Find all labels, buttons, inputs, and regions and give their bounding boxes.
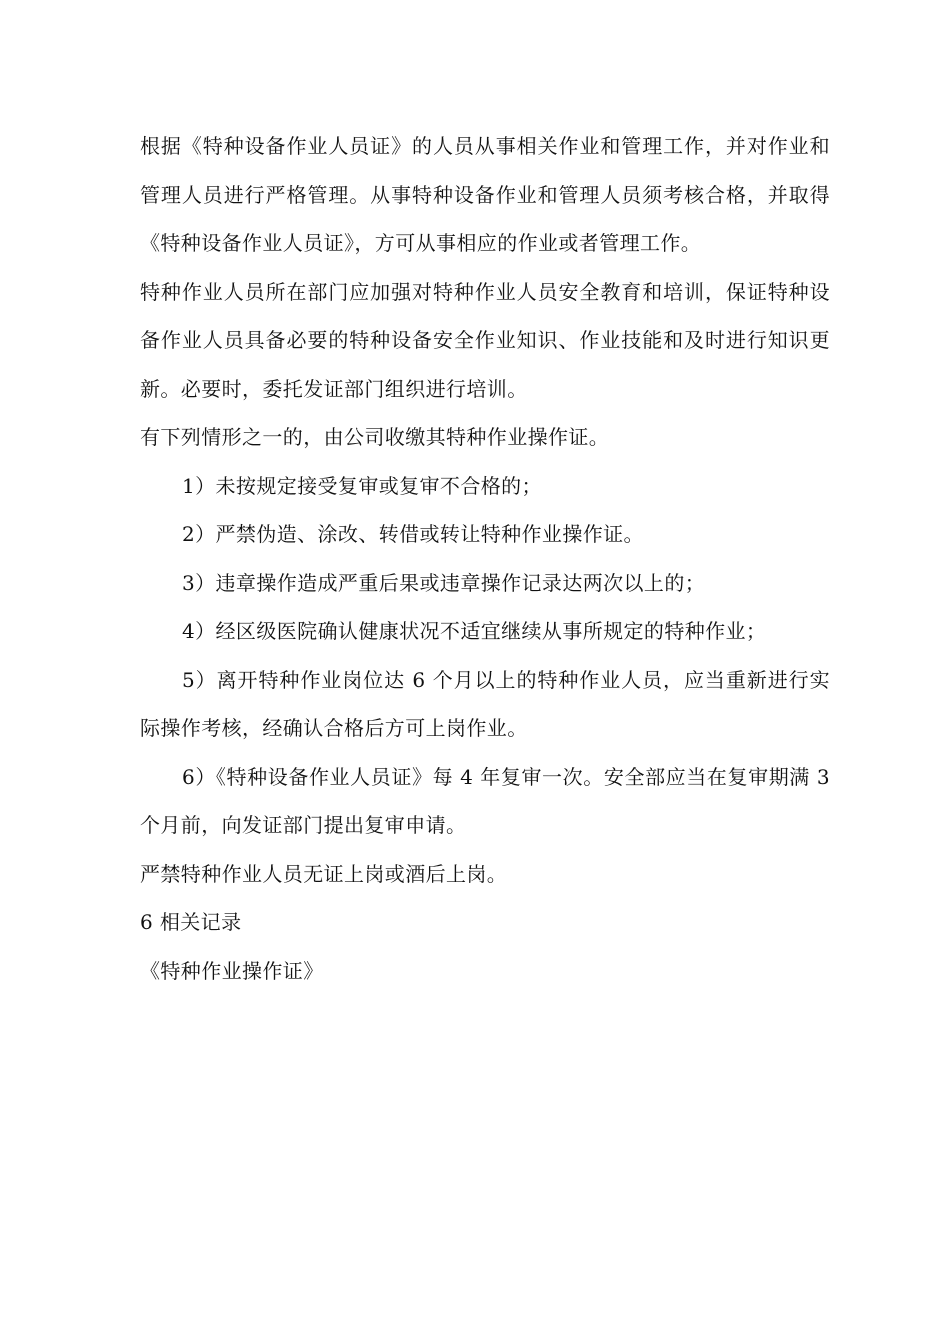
record-item: 《特种作业操作证》 <box>140 958 324 983</box>
section-heading-related-records: 6 相关记录 <box>140 910 242 934</box>
paragraph-training: 特种作业人员所在部门应加强对特种作业人员安全教育和培训，保证特种设备作业人员具备必要的特种设备安全作业知识、作业技能和及时进行知识更新。必要时，委托发证部门组织进行培训。 <box>140 279 830 401</box>
list-item-5: 5）离开特种作业岗位达 6 个月以上的特种作业人员，应当重新进行实际操作考核，经确认合格后方可上岗作业。 <box>140 667 830 740</box>
list-item-6: 6）《特种设备作业人员证》每 4 年复审一次。安全部应当在复审期满 3 个月前，向发证部门提出复审申请。 <box>140 764 830 837</box>
list-item-3: 3）违章操作造成严重后果或违章操作记录达两次以上的； <box>182 570 706 595</box>
list-item-4: 4）经区级医院确认健康状况不适宜继续从事所规定的特种作业； <box>182 619 767 643</box>
paragraph-revocation-intro: 有下列情形之一的，由公司收缴其特种作业操作证。 <box>140 425 610 449</box>
list-item-1: 1）未按规定接受复审或复审不合格的； <box>182 473 542 498</box>
paragraph-certificate-management: 根据《特种设备作业人员证》的人员从事相关作业和管理工作，并对作业和管理人员进行严格管理。从事特种设备作业和管理人员须考核合格，并取得《特种设备作业人员证》，方可从事相应的作业或者管理工作。 <box>140 134 830 255</box>
paragraph-prohibition: 严禁特种作业人员无证上岗或酒后上岗。 <box>140 861 508 886</box>
list-item-2: 2）严禁伪造、涂改、转借或转让特种作业操作证。 <box>182 522 644 546</box>
document-body <box>140 122 830 995</box>
